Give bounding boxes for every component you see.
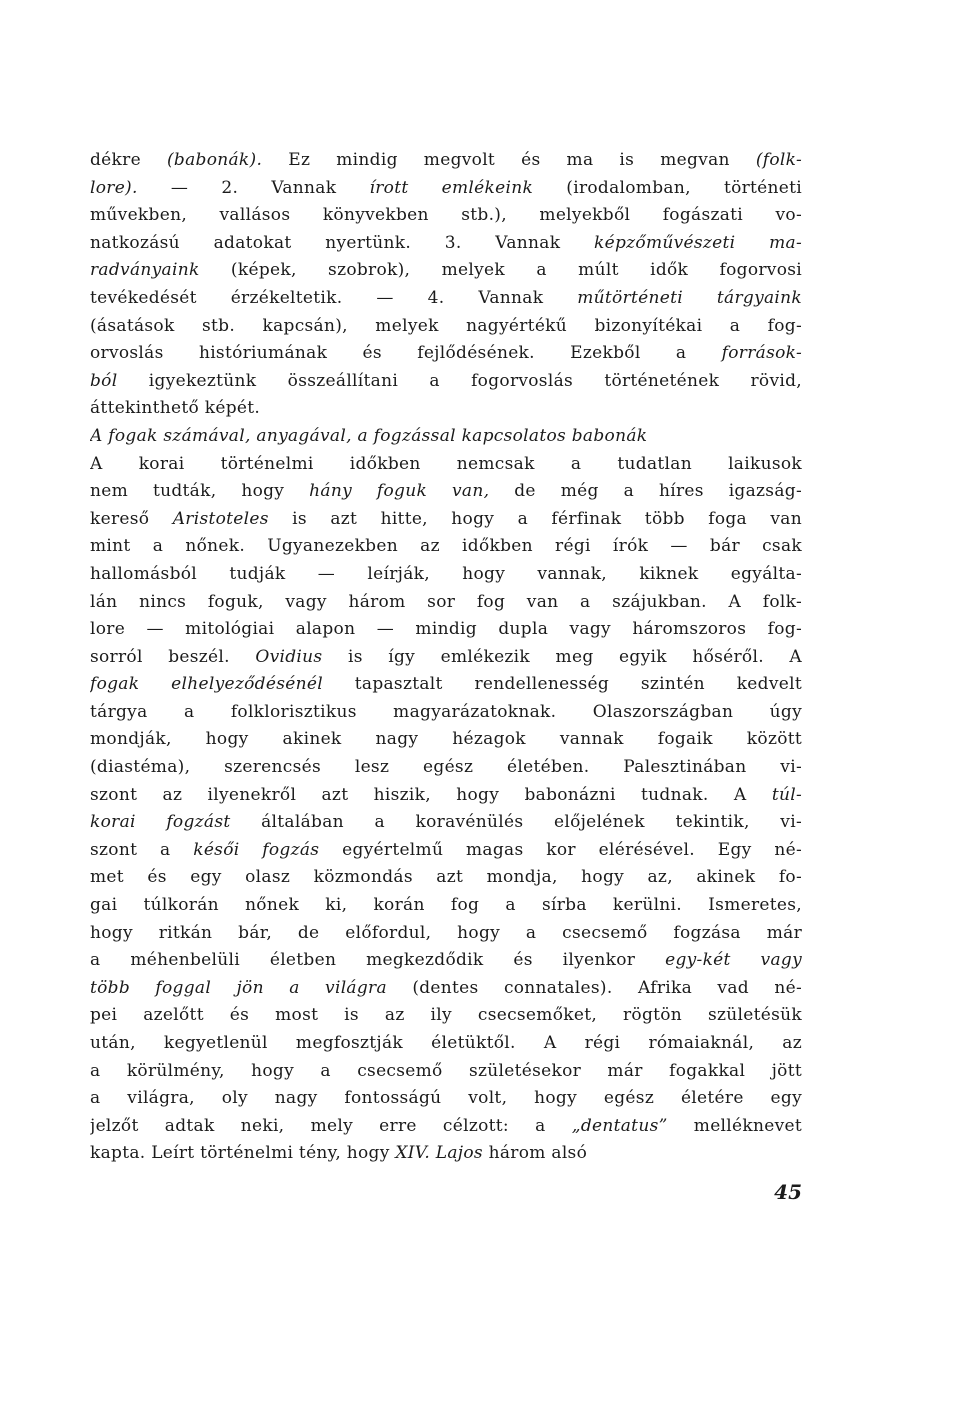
text-line xyxy=(90,257,802,285)
text-span: (dentes connatales). Afrika vad né- xyxy=(386,977,802,998)
italic-span: radványaink xyxy=(90,260,200,281)
italic-span: késői fogzás xyxy=(193,839,320,860)
text-span: általában a koravénülés előjelének tekintik, vi- xyxy=(230,812,802,833)
text-span: (diastéma), szerencsés lesz egész életében. Palesztinában vi- xyxy=(90,757,802,778)
italic-span: túl- xyxy=(771,784,802,805)
text-line xyxy=(90,644,802,672)
text-line xyxy=(90,837,802,865)
italic-span: egy-két vagy xyxy=(665,950,802,971)
text-span: natkozású adatokat nyertünk. 3. Vannak xyxy=(90,232,595,253)
text-span: áttekinthető képét. xyxy=(90,398,261,419)
text-span: melléknevet xyxy=(667,1115,802,1136)
text-line xyxy=(90,147,802,175)
italic-span: képzőművészeti ma- xyxy=(594,232,802,253)
text-span: (irodalomban, történeti xyxy=(533,177,802,198)
text-line xyxy=(90,1030,802,1058)
text-span: lán nincs foguk, vagy három sor fog van a szájukban. A folk- xyxy=(90,591,802,612)
text-span: hallomásból tudják — leírják, hogy vannak, kiknek egyálta- xyxy=(90,563,802,584)
text-span: lore — mitológiai alapon — mindig dupla vagy háromszoros fog- xyxy=(90,619,802,640)
italic-span: hány foguk van, xyxy=(309,481,490,502)
text-span: mondják, hogy akinek nagy hézagok vannak fogaik között xyxy=(90,729,802,750)
text-line xyxy=(90,1085,802,1113)
text-span: (képek, szobrok), melyek a múlt idők fogorvosi xyxy=(199,260,802,281)
text-span: jelzőt adtak neki, mely erre célzott: a xyxy=(90,1115,572,1136)
text-span: gai túlkorán nőnek ki, korán fog a sírba kerülni. Ismeretes, xyxy=(90,895,802,916)
italic-span: fogak elhelyeződésénél xyxy=(90,674,323,695)
text-span: után, kegyetlenül megfosztják életüktől. A régi rómaiaknál, az xyxy=(90,1033,802,1053)
italic-span: (babonák). xyxy=(166,150,263,170)
text-line xyxy=(90,368,802,396)
text-line xyxy=(90,533,802,561)
text-span: Ez mindig megvolt és ma is megvan xyxy=(262,150,756,170)
text-line xyxy=(90,699,802,727)
text-span: tapasztalt rendellenesség szintén kedvelt xyxy=(322,674,802,695)
text-line xyxy=(90,809,802,837)
text-line xyxy=(90,561,802,589)
text-line xyxy=(90,202,802,230)
text-span: dékre xyxy=(90,150,167,170)
text-span: de még a híres igazság- xyxy=(489,481,802,502)
text-span: a világra, oly nagy fontosságú volt, hogy egész életére egy xyxy=(90,1088,802,1109)
text-line xyxy=(90,1113,802,1141)
italic-span: források- xyxy=(721,343,802,364)
text-span: — 2. Vannak xyxy=(137,177,370,198)
text-line xyxy=(90,451,802,479)
text-line xyxy=(90,864,802,892)
text-line xyxy=(90,726,802,754)
section-heading xyxy=(90,423,802,451)
text-line xyxy=(90,506,802,534)
text-span: tárgya a folklorisztikus magyarázatoknak. Olaszországban úgy xyxy=(90,701,802,722)
text-span: (ásatások stb. kapcsán), melyek nagyértékű bizonyítékai a fog- xyxy=(90,315,802,336)
text-line xyxy=(90,478,802,506)
body-text xyxy=(90,147,802,1168)
page-number: 45 xyxy=(774,1180,802,1204)
text-line xyxy=(90,892,802,920)
italic-span: (folk- xyxy=(755,150,802,170)
italic-span: műtörténeti tárgyaink xyxy=(577,287,802,308)
italic-span: A fogak számával, anyagával, a fogzással kapcsolatos babonák xyxy=(90,425,648,446)
text-line xyxy=(90,313,802,341)
text-line xyxy=(90,947,802,975)
text-line xyxy=(90,175,802,203)
text-span: kereső xyxy=(90,508,173,529)
text-span: három alsó xyxy=(482,1143,588,1164)
text-span: A korai történelmi időkben nemcsak a tudatlan laikusok xyxy=(90,453,802,474)
text-line xyxy=(90,230,802,258)
text-line xyxy=(90,616,802,644)
italic-span: XIV. Lajos xyxy=(395,1143,483,1164)
text-span: szont a xyxy=(90,839,194,860)
text-line xyxy=(90,285,802,313)
text-span: pei azelőtt és most is az ily csecsemőket, rögtön születésük xyxy=(90,1005,802,1026)
text-span: sorról beszél. xyxy=(90,646,256,667)
text-line xyxy=(90,1140,802,1168)
italic-span: lore). xyxy=(90,177,138,198)
text-span: met és egy olasz közmondás azt mondja, hogy az, akinek fo- xyxy=(90,867,802,888)
text-span: nem tudták, hogy xyxy=(90,481,310,502)
italic-span: „dentatus” xyxy=(571,1115,668,1136)
text-span: egyértelmű magas kor elérésével. Egy né- xyxy=(319,839,802,860)
text-span: mint a nőnek. Ugyanezekben az időkben régi írók — bár csak xyxy=(90,536,802,557)
text-span: a méhenbelüli életben megkezdődik és ilyenkor xyxy=(90,950,666,971)
text-span: kapta. Leírt történelmi tény, hogy xyxy=(90,1143,396,1164)
text-span: szont az ilyenekről azt hiszik, hogy babonázni tudnak. A xyxy=(90,784,772,805)
text-line xyxy=(90,1058,802,1086)
text-span: a körülmény, hogy a csecsemő születésekor már fogakkal jött xyxy=(90,1060,802,1081)
text-span: hogy ritkán bár, de előfordul, hogy a csecsemő fogzása már xyxy=(90,922,802,943)
text-span: igyekeztünk összeállítani a fogorvoslás történetének rövid, xyxy=(117,370,802,391)
text-span: tevékedését érzékeltetik. — 4. Vannak xyxy=(90,287,578,308)
text-line xyxy=(90,975,802,1003)
text-span: is így emlékezik meg egyik hőséről. A xyxy=(322,646,802,667)
text-span: művekben, vallásos könyvekben stb.), melyekből fogászati vo- xyxy=(90,205,802,226)
text-line xyxy=(90,920,802,948)
italic-span: korai fogzást xyxy=(90,812,231,833)
italic-span: Aristoteles xyxy=(172,508,269,529)
text-line xyxy=(90,395,802,423)
text-line xyxy=(90,782,802,810)
text-span: is azt hitte, hogy a férfinak több foga van xyxy=(268,508,802,529)
italic-span: Ovidius xyxy=(255,646,323,667)
text-line xyxy=(90,754,802,782)
text-span: orvoslás históriumának és fejlődésének. Ezekből a xyxy=(90,343,722,364)
text-line xyxy=(90,1002,802,1030)
italic-span: több foggal jön a világra xyxy=(90,977,387,998)
text-line xyxy=(90,589,802,617)
text-line xyxy=(90,671,802,699)
text-line xyxy=(90,340,802,368)
italic-span: írott emlékeink xyxy=(369,177,534,198)
italic-span: ból xyxy=(90,370,118,391)
